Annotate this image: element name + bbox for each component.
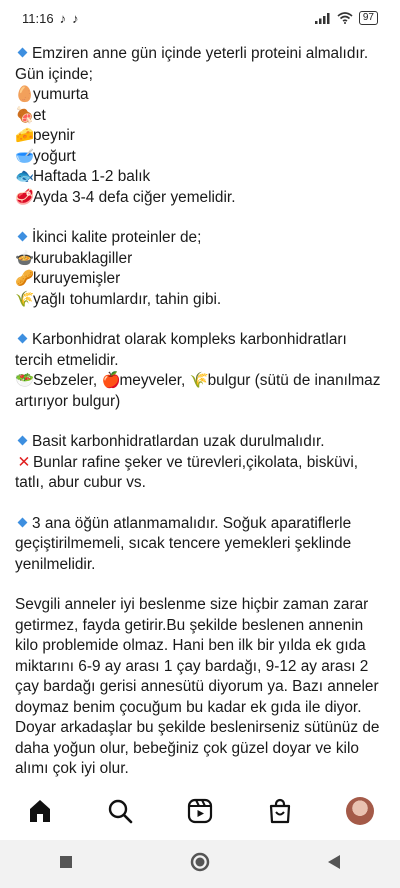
apple-icon: 🍎	[101, 372, 121, 389]
back-triangle-icon	[327, 854, 341, 870]
text-line: İkinci kalite proteinler de;	[15, 228, 387, 249]
text-line: Gün içinde;	[15, 65, 93, 83]
post-caption	[15, 44, 387, 800]
status-bar	[0, 0, 400, 36]
back-button[interactable]	[327, 854, 341, 875]
text-line: 🥚yumurta	[15, 85, 387, 106]
text-line: Basit karbonhidratlardan uzak durulmalıdır.	[15, 432, 387, 453]
tiktok-icon: ♪	[59, 10, 67, 26]
circle-icon	[190, 852, 210, 872]
grain-icon: 🌾	[15, 290, 35, 308]
paragraph-protein	[15, 44, 387, 208]
steak-icon: 🥩	[15, 188, 35, 206]
reels-button[interactable]	[180, 791, 220, 831]
bottom-navigation	[0, 786, 400, 836]
paragraph-second-protein	[15, 228, 387, 310]
blue-diamond-icon	[18, 517, 28, 527]
peanut-icon: 🥜	[15, 270, 35, 287]
search-icon	[107, 798, 133, 824]
wifi-icon	[337, 12, 353, 24]
tiktok-icon-2: ♪	[72, 10, 79, 26]
shop-button[interactable]	[260, 791, 300, 831]
text-line: Karbonhidrat olarak kompleks karbonhidratları	[15, 330, 387, 351]
text-line: 🐟Haftada 1-2 balık	[15, 167, 387, 188]
text-line: yenilmelidir.	[15, 555, 96, 573]
blue-diamond-icon	[18, 48, 28, 58]
recents-button[interactable]	[59, 855, 73, 874]
status-time: 11:16	[22, 10, 54, 26]
paragraph-carbs	[15, 330, 387, 412]
home-system-button[interactable]	[190, 852, 210, 877]
blue-diamond-icon	[18, 436, 28, 446]
paragraph-meals	[15, 514, 387, 576]
text-line: Sevgili anneler iyi beslenme size hiçbir zaman zarar	[15, 596, 369, 613]
text-line: 🥗Sebzeler, 🍎meyveler, 🌾bulgur (sütü de inanılmaz	[15, 371, 387, 392]
text-line: getirmez, fayda getirir.Bu şekilde beslenen annenin	[15, 616, 364, 634]
shop-icon	[267, 798, 293, 824]
status-right	[315, 11, 378, 25]
text-line: 🧀peynir	[15, 126, 387, 147]
text-line: tercih etmelidir.	[15, 351, 119, 369]
paragraph-simple-carbs	[15, 432, 387, 494]
square-icon	[59, 855, 73, 869]
grain-icon: 🌾	[189, 372, 209, 389]
fish-icon: 🐟	[15, 168, 35, 185]
text-line: miktarını 6-9 ay arası 1 çay bardağı, 9-12 ay arası 2	[15, 657, 369, 675]
status-left	[22, 11, 79, 26]
search-button[interactable]	[100, 791, 140, 831]
home-icon	[27, 798, 53, 824]
text-line: Doyar arkadaşlar bu şekilde beslenirseniz sütünüz de	[15, 719, 380, 736]
text-line: artırıyor bulgur)	[15, 392, 121, 410]
meat-icon: 🍖	[15, 106, 35, 124]
text-line: 🌾yağlı tohumlardır, tahin gibi.	[15, 290, 387, 311]
cross-mark-icon: ✕	[17, 453, 31, 471]
text-line: 🥣yoğurt	[15, 147, 387, 168]
signal-icon	[315, 12, 331, 24]
text-line: Emziren anne gün içinde yeterli proteini almalıdır.	[15, 44, 387, 65]
avatar	[346, 797, 374, 825]
text-line: geçiştirilmemeli, sıcak tencere yemekleri şeklinde	[15, 535, 352, 552]
salad-icon: 🥗	[15, 372, 35, 389]
text-line: doymaz benim çocuğum bu kadar ek gıda ile diyor.	[15, 698, 362, 716]
text-line: 🍲kurubaklagiller	[15, 249, 387, 270]
text-line: 🍖et	[15, 106, 387, 127]
reels-icon	[187, 798, 213, 824]
battery-indicator: 97	[359, 11, 378, 25]
text-line: kilo problemide olmaz. Hani ben ilk bir yılda ek gıda	[15, 637, 366, 654]
cheese-icon: 🧀	[15, 127, 35, 144]
profile-button[interactable]	[340, 791, 380, 831]
text-line: daha yoğun olur, bebeğiniz çok güzel doyar ve kilo	[15, 739, 359, 757]
text-line: 🥩Ayda 3-4 defa ciğer yemelidir.	[15, 188, 387, 209]
text-line: 3 ana öğün atlanmamalıdır. Soğuk aparatiflerle	[15, 514, 387, 535]
bowl-icon: 🥣	[15, 147, 35, 165]
text-line: tatlı, abur cubur vs.	[15, 474, 146, 491]
paragraph-closing	[15, 595, 387, 780]
blue-diamond-icon	[18, 334, 28, 344]
home-button[interactable]	[20, 791, 60, 831]
text-line: ✕ Bunlar rafine şeker ve türevleri,çikolata, bisküvi,	[15, 453, 387, 474]
egg-icon: 🥚	[15, 86, 35, 103]
text-line: çay bardağı gerisi annesütü diyorum ya. Bazı anneler	[15, 678, 379, 695]
system-navigation-bar	[0, 840, 400, 888]
text-line: alımı çok iyi olur.	[15, 760, 129, 777]
text-line: 🥜kuruyemişler	[15, 269, 387, 290]
blue-diamond-icon	[18, 232, 28, 242]
pot-icon: 🍲	[15, 249, 35, 267]
